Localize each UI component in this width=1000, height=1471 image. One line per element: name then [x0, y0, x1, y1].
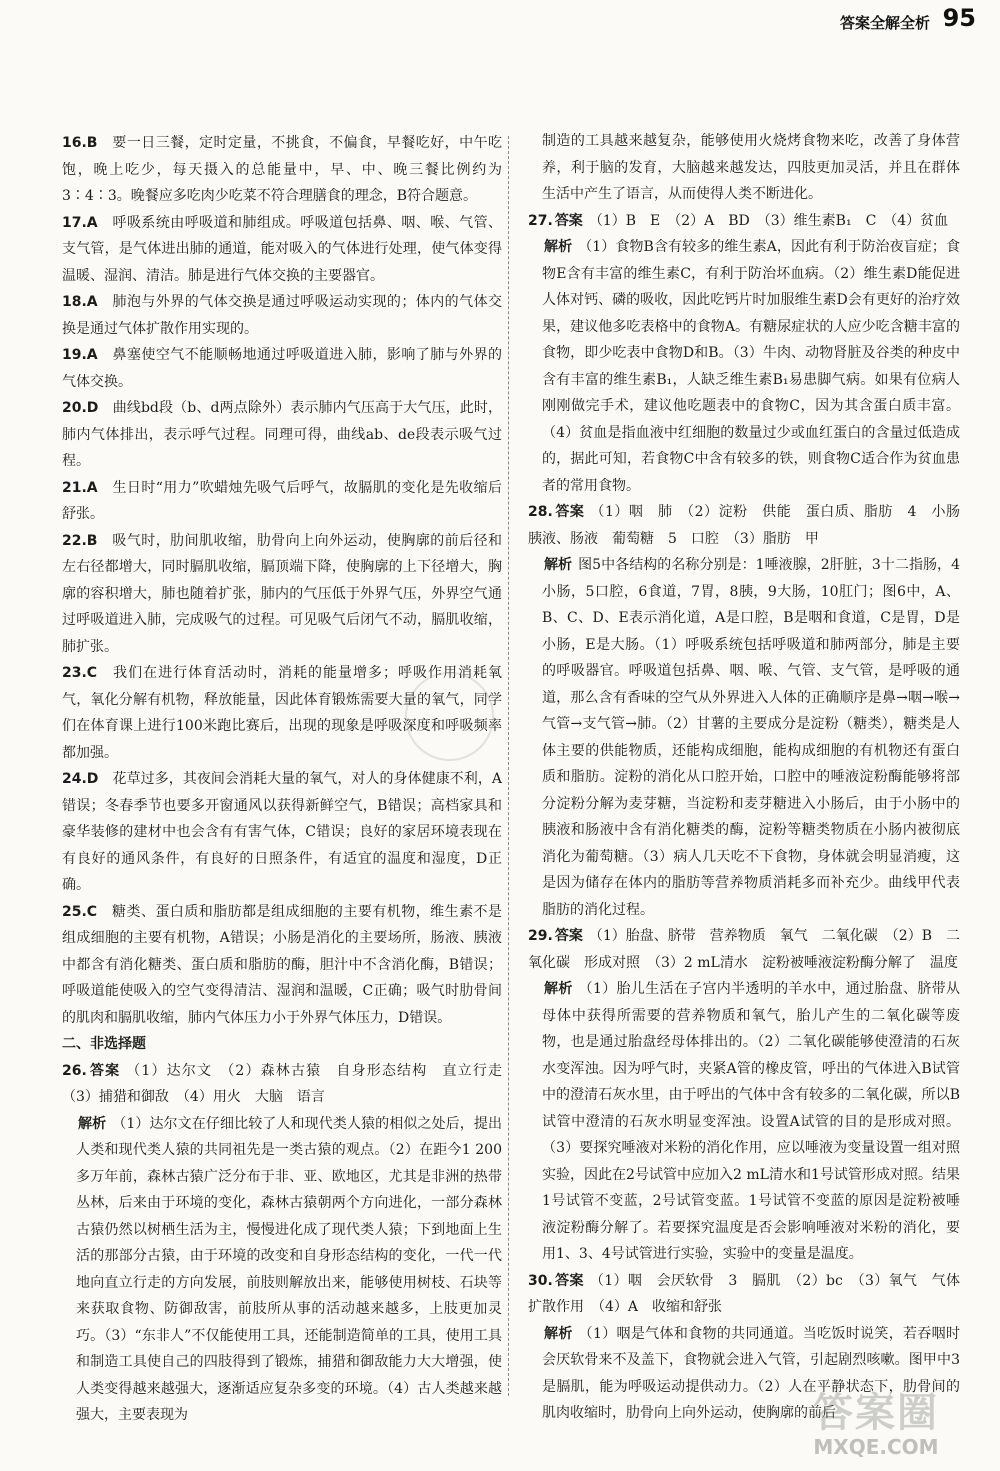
faint-stamp	[405, 672, 494, 761]
question-number: 27.	[528, 212, 553, 229]
analysis-label: 解析	[544, 239, 573, 255]
watermark-url: MXQE.COM	[813, 1435, 939, 1459]
question-22	[62, 528, 502, 661]
analysis-label: 解析	[78, 1115, 107, 1132]
column-divider	[508, 136, 509, 1396]
watermark-text: 答案圈	[813, 1390, 939, 1436]
explanation-text: 要一日三餐，定时定量，不挑食，不偏食，早餐吃好，中午吃饱，晚上吃少，每天摄入的总能量中，早、中、晚三餐比例约为3∶4∶3。晚餐应多吃肉少吃菜不符合理膳食的理念，B符合题意。	[62, 135, 503, 204]
question-number: 22.B	[62, 532, 98, 549]
watermark-logo	[776, 1391, 976, 1461]
question-number: 20.D	[62, 400, 99, 416]
explanation-text: 鼻塞使空气不能顺畅地通过呼吸道进入肺，影响了肺与外界的气体交换。	[62, 347, 503, 390]
question-18	[62, 289, 502, 342]
analysis-text: 图5中各结构的名称分别是：1唾液腺，2肝脏，3十二指肠，4小肠，5口腔，6食道，7胃，8胰，9大肠，10肛门；图6中，A、B、C、D、E表示消化道，A是口腔，B是咽和食道，C是胃，D是小肠，E是大肠。（1）呼吸系统包括呼吸道和肺两部分，肺是主要的呼吸器官。呼吸道包括鼻、咽、喉、气管、支气管，是呼吸的通道，那么含有香味的空气从外界进入人体的正确顺序是鼻→咽→喉→气管→支气管→肺。（2）甘薯的主要成分是淀粉（糖类），糖类是人体主要的供能物质，还能构成细胞，能构成细胞的有机物还有蛋白质和脂肪。淀粉的消化从口腔开始，口腔中的唾液淀粉酶能够将部分淀粉分解为麦芽糖，当淀粉和麦芽糖进入小肠后，由于小肠中的胰液和肠液中含有消化糖类的酶，淀粉等糖类物质在小肠内被彻底消化为葡萄糖。（3）病人几天吃不下食物，身体就会明显消瘦，这是因为储存在体内的脂肪等营养物质消耗多而补充少。曲线甲代表脂肪的消化过程。	[542, 557, 961, 918]
analysis-label: 解析	[544, 1325, 573, 1342]
answer-text: （1）达尔文 （2）森林古猿 自身形态结构 直立行走 （3）捕猎和御敌 （4）用火 大脑 语言	[62, 1062, 516, 1105]
question-27	[528, 208, 960, 235]
right-column	[528, 128, 974, 1427]
question-number: 23.C	[62, 665, 98, 681]
answer-label: 答案	[554, 928, 583, 944]
question-number: 17.A	[62, 214, 98, 231]
analysis-text: （1）咽是气体和食物的共同通道。当吃饭时说笑，若吞咽时会厌软骨来不及盖下，食物就会进入气管，引起剧烈咳嗽。图甲中3是膈肌，能为呼吸运动提供动力。（2）人在平静状态下，肋骨间的肌肉收缩时，肋骨向上向外运动，使胸廓的前后	[542, 1325, 961, 1421]
explanation-text: 肺泡与外界的气体交换是通过呼吸运动实现的；体内的气体交换是通过气体扩散作用实现的。	[62, 294, 503, 337]
question-number: 18.A	[62, 294, 98, 310]
question-20	[62, 395, 502, 475]
question-29	[528, 923, 960, 976]
question-number: 21.A	[62, 479, 98, 496]
explanation-text: 生日时“用力”吹蜡烛先吸气后呼气，故膈肌的变化是先收缩后舒张。	[62, 479, 502, 522]
question-number: 30.	[528, 1272, 553, 1289]
left-column	[62, 130, 516, 1429]
answer-text: （1）B E （2）A BD （3）维生素B₁ C （4）贫血	[588, 212, 949, 229]
explanation-text: 花草过多，其夜间会消耗大量的氧气，对人的身体健康不利，A错误；冬春季节也要多开窗通风以获得新鲜空气，B错误；高档家具和豪华装修的建材中也会含有有害气体，C错误；良好的家居环境表现在有良好的通风条件，有良好的日照条件，有适宜的温度和湿度，D正确。	[62, 771, 503, 893]
question-19	[62, 342, 502, 395]
question-26	[62, 1058, 516, 1111]
analysis-text: （1）胎儿生活在子宫内半透明的羊水中，通过胎盘、脐带从母体中获得所需要的营养物质和氧气，胎儿产生的二氧化碳等废物，也是通过胎盘经母体排出的。（2）二氧化碳能够使澄清的石灰水变浑浊。因为呼气时，夹紧A管的橡皮管，呼出的气体进入B试管中的澄清石灰水里，由于呼出的气体中含有较多的二氧化碳，所以B试管中澄清的石灰水明显变浑浊。设置A试管的目的是形成对照。（3）要探究唾液对米粉的消化作用，应以唾液为变量设置一组对照实验，因此在2号试管中应加入2 mL清水和1号试管形成对照。结果1号试管不变蓝，2号试管变蓝。1号试管不变蓝的原因是淀粉被唾液淀粉酶分解了。若要探究温度是否会影响唾液对米粉的消化，要用1、3、4号试管进行实验，实验中的变量是温度。	[542, 981, 961, 1262]
question-28	[528, 499, 974, 552]
question-16	[62, 130, 502, 210]
analysis-29	[528, 976, 960, 1268]
question-number: 19.A	[62, 347, 98, 363]
question-number: 24.D	[62, 771, 99, 787]
section-heading: 二、非选择题	[62, 1036, 146, 1052]
analysis-26	[62, 1111, 502, 1429]
analysis-26-continued: 制造的工具越来越复杂，能够使用火烧烤食物来吃，改善了身体营养，利于脑的发育，大脑越来越发达，四肢更加灵活，并且在群体生活中产生了语言，从而使得人类不断进化。	[542, 133, 960, 202]
explanation-text: 糖类、蛋白质和脂肪都是组成细胞的主要有机物，维生素不是组成细胞的主要有机物，A错误；小肠是消化的主要场所，肠液、胰液中都含有消化糖类、蛋白质和脂肪的酶，胆汁中不含消化酶，B错误；呼吸道能使吸入的空气变得清洁、湿润和温暖，C正确；吸气时肋骨间的肌肉和膈肌收缩，肺内气体压力小于外界气体压力，D错误。	[62, 903, 503, 1026]
question-17	[62, 210, 502, 290]
analysis-label: 解析	[544, 981, 573, 997]
analysis-27	[528, 234, 960, 499]
answer-label: 答案	[88, 1062, 121, 1079]
header-title: 答案全解全析	[839, 14, 930, 32]
question-number: 29.	[528, 928, 553, 944]
explanation-text: 呼吸系统由呼吸道和肺组成。呼吸道包括鼻、咽、喉、气管、支气管，是气体进出肺的通道，能对吸入的气体进行处理，使气体变得温暖、湿润、清洁。肺是进行气体交换的主要器官。	[62, 214, 503, 284]
explanation-text: 吸气时，肋间肌收缩，肋骨向上向外运动，使胸廓的前后径和左右径都增大，同时膈肌收缩，膈顶端下降，使胸廓的上下径增大，胸廓的容积增大，肺也随着扩张，肺内的气压低于外界气压，外界空气通过呼吸道进入肺，完成吸气的过程。可见吸气后闭气不动，膈肌收缩，肺扩张。	[62, 532, 503, 655]
explanation-text: 曲线bd段（b、d两点除外）表示肺内气压高于大气压，此时，肺内气体排出，表示呼气过程。同理可得，曲线ab、de段表示吸气过程。	[62, 400, 502, 469]
page-number: 95	[942, 4, 976, 32]
question-number: 25.C	[62, 903, 98, 920]
answer-text: （1）咽 会厌软骨 3 膈肌 （2）bc （3）氧气 气体扩散作用 （4）A 收缩和舒张	[528, 1272, 960, 1315]
page-header	[0, 0, 1000, 48]
analysis-text: （1）达尔文在仔细比较了人和现代类人猿的相似之处后，提出人类和现代类人猿的共同祖先是一类古猿的观点。（2）在距今1 200多万年前，森林古猿广泛分布于非、亚、欧地区，尤其是非洲的热带丛林，后来由于环境的变化，森林古猿朝两个方向进化，一部分森林古猿仍然以树栖生活为主，慢慢进化成了现代类人猿；下到地面上生活的那部分古猿，由于环境的改变和自身形态结构的变化，一代一代地向直立行走的方向发展，前肢则解放出来，能够使用树枝、石块等来获取食物、防御敌害，前肢所从事的活动越来越多，上肢更加灵巧。（3）“东非人”不仅能使用工具，还能制造简单的工具，使用工具和制造工具使自己的四肢得到了锻炼，捕猎和御敌能力大大增强，使人类变得越来越强大，逐渐适应复杂多变的环境。（4）古人类越来越强大，主要表现为	[76, 1115, 503, 1423]
analysis-text: （1）食物B含有较多的维生素A，因此有利于防治夜盲症；食物E含有丰富的维生素C，有利于防治坏血病。（2）维生素D能促进人体对钙、磷的吸收，因此吃钙片时加服维生素D会有更好的治疗效果，建议他多吃表格中的食物A。有糖尿症状的人应少吃含糖丰富的食物，即少吃表中食物D和B。（3）牛肉、动物肾脏及谷类的种皮中含有丰富的维生素B₁，人缺乏维生素B₁易患脚气病。如果有位病人刚刚做完手术，建议他吃题表中的食物C，因为其含蛋白质丰富。（4）贫血是指血液中红细胞的数量过少或血红蛋白的含量过低造成的，据此可知，若食物C中含有较多的铁，则食物C适合作为贫血患者的常用食物。	[542, 239, 960, 494]
question-21	[62, 475, 502, 528]
question-number: 16.B	[62, 135, 98, 151]
explanation-text: 我们在进行体育活动时，消耗的能量增多；呼吸作用消耗氧气，氧化分解有机物，释放能量，因此体育锻炼需要大量的氧气，同学们在体育课上进行100米跑比赛后，出现的现象是呼吸深度和呼吸频率都加强。	[62, 665, 503, 761]
question-number: 26.	[62, 1062, 87, 1079]
analysis-label: 解析	[544, 557, 573, 573]
question-number: 28.	[528, 504, 553, 520]
answer-text: （1）胎盘、脐带 营养物质 氧气 二氧化碳 （2）B 二氧化碳 形成对照 （3）2 mL清水 淀粉被唾液淀粉酶分解了 温度	[528, 928, 960, 971]
answer-text: （1）咽 肺 （2）淀粉 供能 蛋白质、脂肪 4 小肠 胰液、肠液 葡萄糖 5 口腔 （3）脂肪 甲	[528, 504, 974, 547]
answer-label: 答案	[554, 1272, 584, 1289]
question-30	[528, 1268, 960, 1321]
analysis-28	[528, 552, 960, 923]
answer-label: 答案	[554, 504, 585, 520]
question-25	[62, 899, 502, 1032]
question-24	[62, 766, 502, 899]
answer-label: 答案	[554, 212, 583, 229]
